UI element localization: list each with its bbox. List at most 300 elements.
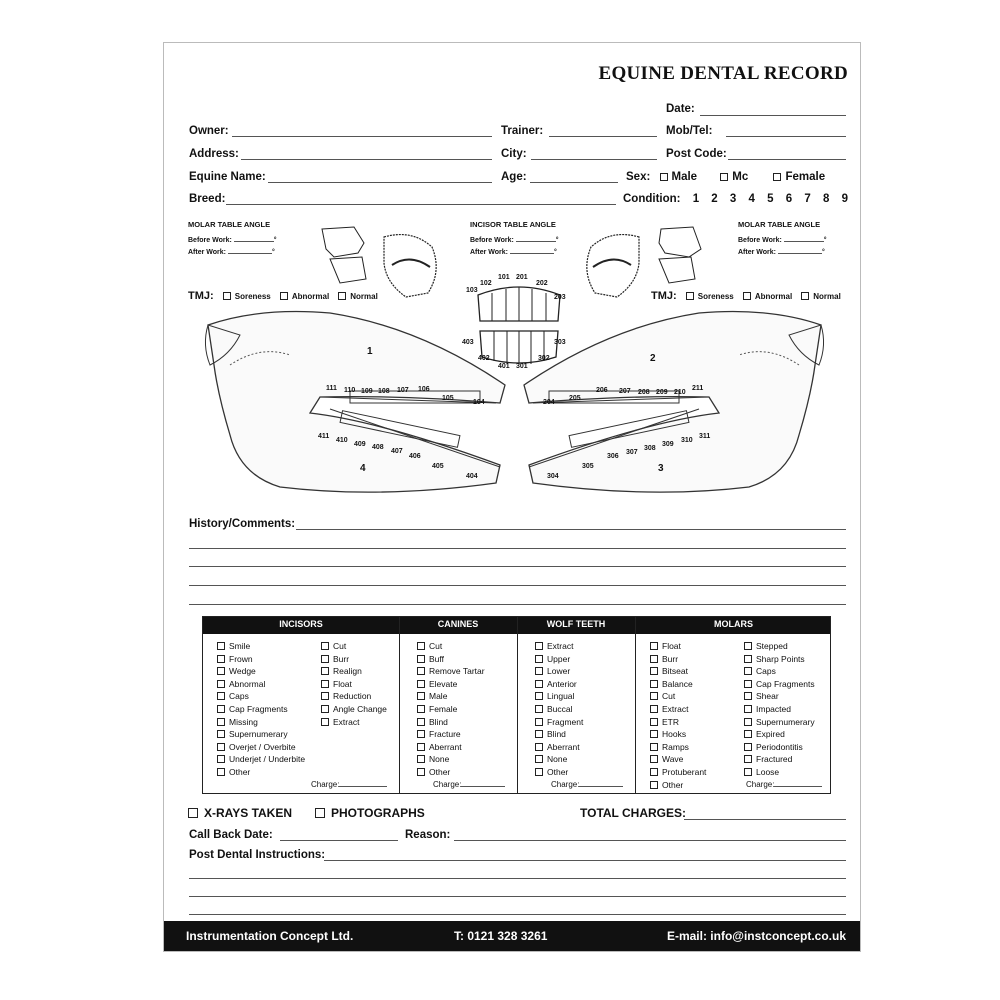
checklist-item[interactable] bbox=[744, 767, 779, 777]
reason-field[interactable] bbox=[454, 840, 846, 841]
checklist-item[interactable] bbox=[321, 654, 349, 664]
molar-right-after bbox=[738, 249, 825, 256]
checklist-label: Anterior bbox=[547, 678, 577, 689]
tooth-104[interactable]: 104 bbox=[473, 399, 485, 406]
molar-angle-left-title: MOLAR TABLE ANGLE bbox=[188, 220, 271, 229]
checklist-item[interactable] bbox=[650, 729, 686, 739]
checklist-label: Expired bbox=[756, 729, 785, 740]
history-line-4[interactable] bbox=[189, 585, 846, 586]
wolf-charge bbox=[551, 780, 623, 789]
checkbox[interactable] bbox=[217, 705, 225, 713]
checklist-item[interactable] bbox=[321, 679, 352, 689]
condition-5[interactable]: 5 bbox=[767, 193, 774, 205]
checklist-label: Aberrant bbox=[429, 741, 462, 752]
post-instructions-line-4[interactable] bbox=[189, 914, 846, 915]
tooth-111[interactable]: 111 bbox=[326, 385, 337, 392]
checkbox[interactable] bbox=[535, 730, 543, 738]
abnormal-text: Abnormal bbox=[754, 292, 793, 301]
checklist-label: Smile bbox=[229, 641, 251, 651]
checklist-item[interactable] bbox=[650, 679, 693, 689]
owner-field[interactable] bbox=[232, 136, 492, 137]
address-field[interactable] bbox=[241, 159, 492, 160]
degree-sign: ° bbox=[821, 249, 825, 256]
checkbox[interactable] bbox=[650, 743, 658, 751]
checklist-item[interactable] bbox=[321, 717, 359, 727]
tooth-207[interactable]: 207 bbox=[619, 388, 631, 395]
condition-1[interactable]: 1 bbox=[692, 193, 700, 205]
tooth-301[interactable]: 301 bbox=[516, 363, 528, 370]
checklist-label: Fracture bbox=[429, 729, 461, 740]
tooth-110[interactable]: 110 bbox=[344, 387, 356, 394]
condition-3[interactable]: 3 bbox=[729, 193, 737, 205]
mob-label: Mob/Tel: bbox=[666, 125, 713, 137]
tooth-204[interactable]: 204 bbox=[543, 399, 555, 406]
checkbox[interactable] bbox=[417, 743, 425, 751]
checkbox[interactable] bbox=[417, 768, 425, 776]
condition-7[interactable]: 7 bbox=[804, 193, 811, 205]
checkbox[interactable] bbox=[417, 755, 425, 763]
checklist-label: Caps bbox=[756, 666, 776, 677]
mob-field[interactable] bbox=[726, 136, 846, 137]
incisor-before-field[interactable] bbox=[516, 241, 556, 242]
checklist-label: Fragment bbox=[547, 716, 584, 727]
checklist-item[interactable] bbox=[417, 754, 449, 764]
tmj-left-soreness-checkbox[interactable] bbox=[223, 292, 231, 300]
tooth-203[interactable]: 203 bbox=[554, 294, 566, 301]
checkbox[interactable] bbox=[744, 768, 752, 776]
checkbox[interactable] bbox=[217, 718, 225, 726]
checklist-label: Other bbox=[662, 779, 684, 790]
tooth-103[interactable]: 103 bbox=[466, 287, 478, 294]
checklist-label: Lingual bbox=[547, 691, 575, 702]
checklist-item[interactable] bbox=[744, 666, 776, 676]
checklist-label: Caps bbox=[229, 691, 249, 702]
tooth-208[interactable]: 208 bbox=[638, 389, 650, 396]
checkbox[interactable] bbox=[744, 705, 752, 713]
photographs-option bbox=[315, 806, 425, 820]
tmj-label: TMJ: bbox=[188, 290, 214, 302]
checklist-item[interactable] bbox=[535, 641, 573, 651]
checklist-item[interactable] bbox=[535, 691, 574, 701]
checkbox[interactable] bbox=[321, 718, 329, 726]
checklist-label: Float bbox=[333, 678, 352, 689]
email-address[interactable]: E-mail: info@instconcept.co.uk bbox=[666, 929, 846, 943]
checkbox[interactable] bbox=[217, 680, 225, 688]
tmj-left-abnormal-checkbox[interactable] bbox=[280, 292, 288, 300]
checkbox[interactable] bbox=[417, 730, 425, 738]
checklist-item[interactable] bbox=[321, 666, 362, 676]
callback-label: Call Back Date: bbox=[189, 829, 273, 841]
incisors-charge-field[interactable] bbox=[339, 786, 387, 787]
checkbox[interactable] bbox=[650, 718, 658, 726]
checkbox[interactable] bbox=[217, 655, 225, 663]
post-instructions-line-1[interactable] bbox=[324, 860, 846, 861]
checklist-item[interactable] bbox=[417, 679, 457, 689]
checklist-item[interactable] bbox=[744, 742, 803, 752]
breed-field[interactable] bbox=[226, 204, 616, 205]
checklist-label: Extract bbox=[333, 716, 360, 727]
checkbox[interactable] bbox=[744, 667, 752, 675]
condition-text: Condition: bbox=[623, 193, 681, 205]
checkbox[interactable] bbox=[535, 680, 543, 688]
condition-6[interactable]: 6 bbox=[785, 193, 793, 205]
trainer-label: Trainer: bbox=[501, 125, 544, 137]
tooth-209[interactable]: 209 bbox=[656, 389, 668, 396]
checklist-item[interactable] bbox=[217, 754, 305, 764]
before-label: Before Work: bbox=[188, 237, 232, 244]
tooth-304[interactable]: 304 bbox=[547, 473, 559, 480]
tooth-206[interactable]: 206 bbox=[596, 387, 608, 394]
checklist-label: None bbox=[547, 754, 568, 765]
checklist-item[interactable] bbox=[417, 729, 461, 739]
soreness-text: Soreness bbox=[234, 292, 271, 301]
tooth-201[interactable]: 201 bbox=[516, 274, 528, 281]
header-incisors: INCISORS bbox=[279, 619, 323, 629]
tooth-108[interactable]: 108 bbox=[378, 388, 390, 395]
checklist-item[interactable] bbox=[744, 704, 791, 714]
checklist-item[interactable] bbox=[650, 654, 678, 664]
molar-closeup-right-illustration bbox=[579, 223, 709, 303]
checklist-item[interactable] bbox=[217, 654, 253, 664]
checkbox[interactable] bbox=[321, 680, 329, 688]
checklist-label: Fractured bbox=[756, 754, 793, 765]
checkbox[interactable] bbox=[535, 718, 543, 726]
tooth-109[interactable]: 109 bbox=[361, 388, 373, 395]
equine-name-field[interactable] bbox=[268, 182, 492, 183]
tooth-302[interactable]: 302 bbox=[538, 355, 550, 362]
quadrant-3: 3 bbox=[658, 463, 664, 474]
phone-number: T: 0121 328 3261 bbox=[454, 929, 548, 943]
tooth-311[interactable]: 311 bbox=[699, 433, 711, 440]
checklist-item[interactable] bbox=[535, 742, 580, 752]
male-text: Male bbox=[671, 171, 698, 183]
checklist-item[interactable] bbox=[535, 666, 570, 676]
address-label: Address: bbox=[189, 148, 239, 160]
molar-right-before-field[interactable] bbox=[784, 241, 824, 242]
checklist-item[interactable] bbox=[321, 691, 371, 701]
tooth-202[interactable]: 202 bbox=[536, 280, 548, 287]
checklist-item[interactable] bbox=[744, 641, 788, 651]
checklist-item[interactable] bbox=[650, 767, 706, 777]
checklist-item[interactable] bbox=[217, 666, 256, 676]
checklist-label: Cut bbox=[429, 641, 443, 651]
checkbox[interactable] bbox=[417, 655, 425, 663]
checkbox[interactable] bbox=[217, 755, 225, 763]
checklist-label: Reduction bbox=[333, 691, 372, 702]
checkbox[interactable] bbox=[650, 692, 658, 700]
molar-left-after bbox=[188, 249, 275, 256]
molar-angle-right-title: MOLAR TABLE ANGLE bbox=[738, 220, 821, 229]
checklist-item[interactable] bbox=[217, 691, 249, 701]
reason-label: Reason: bbox=[405, 829, 451, 841]
after-label: After Work: bbox=[188, 249, 226, 256]
checkbox[interactable] bbox=[217, 692, 225, 700]
molars-charge-field[interactable] bbox=[774, 786, 822, 787]
checkbox[interactable] bbox=[744, 743, 752, 751]
checklist-item[interactable] bbox=[535, 704, 573, 714]
checklist-item[interactable] bbox=[417, 717, 448, 727]
checklist-item[interactable] bbox=[744, 754, 792, 764]
header-molars: MOLARS bbox=[714, 619, 753, 629]
canines-charge-field[interactable] bbox=[461, 786, 505, 787]
checklist-item[interactable] bbox=[321, 641, 346, 651]
molar-left-after-field[interactable] bbox=[228, 253, 272, 254]
post-instructions-line-2[interactable] bbox=[189, 878, 846, 879]
checkbox[interactable] bbox=[417, 642, 425, 650]
checkbox[interactable] bbox=[217, 730, 225, 738]
history-line-2[interactable] bbox=[189, 548, 846, 549]
owner-label: Owner: bbox=[189, 125, 229, 137]
checkbox[interactable] bbox=[417, 705, 425, 713]
checkbox[interactable] bbox=[321, 692, 329, 700]
xrays-option bbox=[188, 806, 292, 820]
tooth-403[interactable]: 403 bbox=[462, 339, 474, 346]
tooth-411[interactable]: 411 bbox=[318, 433, 330, 440]
checklist-item[interactable] bbox=[321, 704, 387, 714]
degree-sign: ° bbox=[823, 237, 827, 244]
checkbox[interactable] bbox=[650, 655, 658, 663]
checklist-item[interactable] bbox=[417, 742, 462, 752]
checklist-item[interactable] bbox=[217, 742, 296, 752]
checkbox[interactable] bbox=[321, 705, 329, 713]
checklist-label: Cut bbox=[662, 691, 676, 702]
tooth-303[interactable]: 303 bbox=[554, 339, 566, 346]
age-field[interactable] bbox=[530, 182, 618, 183]
checkbox[interactable] bbox=[217, 667, 225, 675]
checklist-label: Overjet / Overbite bbox=[229, 741, 296, 752]
checklist-label: Lower bbox=[547, 666, 571, 677]
checklist-item[interactable] bbox=[650, 641, 681, 651]
checklist-label: Protuberant bbox=[662, 767, 707, 777]
checklist-label: Hooks bbox=[662, 729, 687, 740]
incisor-after-field[interactable] bbox=[510, 253, 554, 254]
molar-right-after-field[interactable] bbox=[778, 253, 822, 254]
checklist-item[interactable] bbox=[650, 717, 679, 727]
checklist-label: Balance bbox=[662, 678, 693, 689]
tooth-105[interactable]: 105 bbox=[442, 395, 454, 402]
checklist-label: Abnormal bbox=[229, 678, 266, 689]
tooth-306[interactable]: 306 bbox=[607, 453, 619, 460]
checklist-item[interactable] bbox=[417, 654, 444, 664]
charge-label: Charge: bbox=[551, 780, 580, 789]
checkbox[interactable] bbox=[744, 655, 752, 663]
history-line-5[interactable] bbox=[189, 604, 846, 605]
post-instructions-line-3[interactable] bbox=[189, 896, 846, 897]
checklist-label: Supernumerary bbox=[756, 716, 815, 727]
tooth-101[interactable]: 101 bbox=[498, 274, 510, 281]
checklist-item[interactable] bbox=[650, 754, 683, 764]
skull-left-illustration bbox=[200, 305, 510, 505]
checkbox[interactable] bbox=[535, 743, 543, 751]
checkbox[interactable] bbox=[650, 705, 658, 713]
checklist-label: Other bbox=[429, 767, 451, 777]
checkbox[interactable] bbox=[535, 667, 543, 675]
canines-charge bbox=[433, 780, 505, 789]
female-checkbox[interactable] bbox=[773, 173, 781, 181]
checklist-item[interactable] bbox=[744, 717, 815, 727]
checklist-item[interactable] bbox=[744, 679, 815, 689]
incisor-angle-title: INCISOR TABLE ANGLE bbox=[470, 220, 556, 229]
tooth-402[interactable]: 402 bbox=[478, 355, 490, 362]
checkbox[interactable] bbox=[417, 718, 425, 726]
checklist-item[interactable] bbox=[535, 654, 570, 664]
checklist-label: Female bbox=[429, 704, 458, 714]
checklist-label: Missing bbox=[229, 716, 258, 727]
callback-field[interactable] bbox=[280, 840, 398, 841]
tmj-right-normal-checkbox[interactable] bbox=[801, 292, 809, 300]
checkbox[interactable] bbox=[650, 781, 658, 789]
checklist-item[interactable] bbox=[650, 666, 688, 676]
tooth-106[interactable]: 106 bbox=[418, 386, 430, 393]
tooth-305[interactable]: 305 bbox=[582, 463, 594, 470]
checkbox[interactable] bbox=[650, 667, 658, 675]
male-checkbox[interactable] bbox=[660, 173, 668, 181]
trainer-field[interactable] bbox=[549, 136, 657, 137]
molar-right-before bbox=[738, 237, 827, 244]
molar-left-before-field[interactable] bbox=[234, 241, 274, 242]
checkbox[interactable] bbox=[321, 667, 329, 675]
postcode-field[interactable] bbox=[728, 159, 846, 160]
checklist-label: Frown bbox=[229, 653, 253, 664]
checkbox[interactable] bbox=[650, 680, 658, 688]
checklist-item[interactable] bbox=[535, 679, 577, 689]
tooth-405[interactable]: 405 bbox=[432, 463, 444, 470]
checkbox[interactable] bbox=[535, 642, 543, 650]
checklist-item[interactable] bbox=[535, 729, 566, 739]
checklist-label: Wave bbox=[662, 754, 684, 765]
checklist-item[interactable] bbox=[535, 717, 583, 727]
checkbox[interactable] bbox=[535, 692, 543, 700]
checklist-label: Underjet / Underbite bbox=[229, 754, 306, 765]
tmj-right-abnormal-checkbox[interactable] bbox=[743, 292, 751, 300]
condition-8[interactable]: 8 bbox=[822, 193, 830, 205]
checkbox[interactable] bbox=[650, 768, 658, 776]
xrays-checkbox[interactable] bbox=[188, 808, 198, 818]
xrays-text: X-RAYS TAKEN bbox=[204, 806, 293, 820]
tooth-404[interactable]: 404 bbox=[466, 473, 478, 480]
total-charges-field[interactable] bbox=[684, 819, 846, 820]
checklist-item[interactable] bbox=[650, 704, 688, 714]
checkbox[interactable] bbox=[535, 768, 543, 776]
before-label: Before Work: bbox=[738, 237, 782, 244]
city-field[interactable] bbox=[531, 159, 657, 160]
tooth-205[interactable]: 205 bbox=[569, 395, 581, 402]
checklist-item[interactable] bbox=[744, 729, 785, 739]
checkbox[interactable] bbox=[744, 680, 752, 688]
history-line-3[interactable] bbox=[189, 566, 846, 567]
checklist-item[interactable] bbox=[417, 704, 457, 714]
checklist-label: None bbox=[429, 754, 450, 765]
mc-checkbox[interactable] bbox=[720, 173, 728, 181]
checkbox[interactable] bbox=[217, 768, 225, 776]
date-field[interactable] bbox=[700, 115, 846, 116]
checkbox[interactable] bbox=[744, 642, 752, 650]
checklist-label: Wedge bbox=[229, 666, 256, 677]
checklist-item[interactable] bbox=[217, 717, 258, 727]
checklist-label: Extract bbox=[662, 704, 689, 714]
checkbox[interactable] bbox=[744, 718, 752, 726]
checklist-item[interactable] bbox=[650, 691, 675, 701]
dental-record-sheet bbox=[163, 42, 861, 952]
checklist-item[interactable] bbox=[417, 641, 442, 651]
checkbox[interactable] bbox=[321, 655, 329, 663]
checklist-item[interactable] bbox=[650, 780, 683, 790]
checkbox[interactable] bbox=[217, 743, 225, 751]
checkbox[interactable] bbox=[650, 755, 658, 763]
checklist-item[interactable] bbox=[744, 654, 805, 664]
tooth-408[interactable]: 408 bbox=[372, 444, 384, 451]
checklist-item[interactable] bbox=[650, 742, 689, 752]
normal-text: Normal bbox=[813, 292, 841, 301]
tooth-308[interactable]: 308 bbox=[644, 445, 656, 452]
quadrant-2: 2 bbox=[650, 353, 656, 364]
history-line-1[interactable] bbox=[296, 529, 846, 530]
tooth-409[interactable]: 409 bbox=[354, 441, 366, 448]
checklist-item[interactable] bbox=[744, 691, 779, 701]
city-label: City: bbox=[501, 148, 527, 160]
tooth-407[interactable]: 407 bbox=[391, 448, 403, 455]
condition-4[interactable]: 4 bbox=[748, 193, 755, 205]
checkbox[interactable] bbox=[217, 642, 225, 650]
checkbox[interactable] bbox=[650, 642, 658, 650]
tooth-310[interactable]: 310 bbox=[681, 437, 693, 444]
page-title: EQUINE DENTAL RECORD bbox=[598, 63, 848, 84]
checklist-item[interactable] bbox=[535, 754, 567, 764]
checkbox[interactable] bbox=[417, 692, 425, 700]
sex-text: Sex: bbox=[626, 171, 651, 183]
photographs-checkbox[interactable] bbox=[315, 808, 325, 818]
wolf-charge-field[interactable] bbox=[579, 786, 623, 787]
checklist-item[interactable] bbox=[417, 691, 447, 701]
checklist-item[interactable] bbox=[217, 767, 250, 777]
checkbox[interactable] bbox=[417, 667, 425, 675]
tooth-401[interactable]: 401 bbox=[498, 363, 510, 370]
checklist-item[interactable] bbox=[217, 641, 250, 651]
checkbox[interactable] bbox=[744, 692, 752, 700]
checklist-label: Elevate bbox=[429, 678, 458, 689]
tooth-307[interactable]: 307 bbox=[626, 449, 638, 456]
checklist-label: Burr bbox=[662, 653, 679, 664]
checkbox[interactable] bbox=[321, 642, 329, 650]
checkbox[interactable] bbox=[535, 705, 543, 713]
checkbox[interactable] bbox=[417, 680, 425, 688]
tooth-210[interactable]: 210 bbox=[674, 389, 686, 396]
checkbox[interactable] bbox=[535, 755, 543, 763]
checkbox[interactable] bbox=[535, 655, 543, 663]
checklist-label: Cap Fragments bbox=[756, 678, 815, 689]
checklist-item[interactable] bbox=[535, 767, 568, 777]
checkbox[interactable] bbox=[744, 730, 752, 738]
tooth-107[interactable]: 107 bbox=[397, 387, 409, 394]
checklist-label: Cut bbox=[333, 641, 347, 651]
checklist-item[interactable] bbox=[217, 679, 265, 689]
degree-sign: ° bbox=[273, 237, 277, 244]
condition-2[interactable]: 2 bbox=[711, 193, 718, 205]
checklist-item[interactable] bbox=[217, 704, 288, 714]
checklist-item[interactable] bbox=[417, 666, 485, 676]
tooth-102[interactable]: 102 bbox=[480, 280, 492, 287]
condition-9[interactable]: 9 bbox=[841, 193, 848, 205]
checkbox[interactable] bbox=[744, 755, 752, 763]
checkbox[interactable] bbox=[650, 730, 658, 738]
tooth-211[interactable]: 211 bbox=[692, 385, 704, 392]
checklist-item[interactable] bbox=[217, 729, 288, 739]
tooth-406[interactable]: 406 bbox=[409, 453, 421, 460]
tooth-309[interactable]: 309 bbox=[662, 441, 674, 448]
checklist-item[interactable] bbox=[417, 767, 450, 777]
checklist-label: Blind bbox=[429, 716, 448, 727]
tooth-410[interactable]: 410 bbox=[336, 437, 348, 444]
